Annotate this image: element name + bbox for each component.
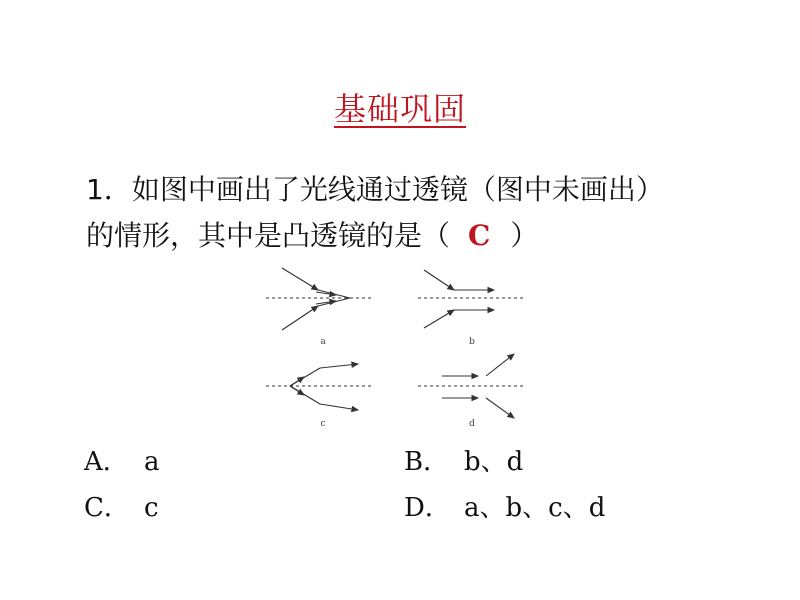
option-c-label: C．	[84, 493, 130, 523]
option-d-text: a、b、c、d	[464, 493, 606, 523]
figure-label-c: c	[320, 419, 326, 429]
option-a-text: a	[144, 447, 160, 477]
diagram-c	[266, 364, 374, 410]
diagram-d	[418, 354, 524, 418]
option-b[interactable]	[404, 446, 523, 478]
question-line-1: 1．如图中画出了光线通过透镜（图中未画出）	[86, 173, 664, 206]
figure-label-b: b	[469, 337, 475, 347]
lens-ray-diagram	[258, 262, 538, 432]
option-c-text: c	[144, 493, 159, 523]
option-a-label: A．	[84, 447, 129, 477]
section-title: 基础巩固	[333, 90, 466, 128]
answer-text: C	[468, 219, 491, 252]
question-line-2	[86, 216, 538, 256]
diagram-b	[418, 270, 524, 328]
option-d-label: D．	[404, 493, 451, 523]
question-prefix: 的情形，其中是凸透镜的是（	[86, 219, 451, 252]
option-b-text: b、d	[464, 447, 524, 477]
option-a[interactable]	[84, 446, 160, 478]
option-d[interactable]	[404, 492, 605, 524]
figure-label-a: a	[320, 337, 326, 347]
question-suffix: ）	[510, 219, 539, 252]
option-c[interactable]	[84, 492, 159, 524]
figure-label-d: d	[469, 419, 475, 429]
option-b-label: B．	[404, 447, 450, 477]
diagram-a	[266, 268, 374, 330]
